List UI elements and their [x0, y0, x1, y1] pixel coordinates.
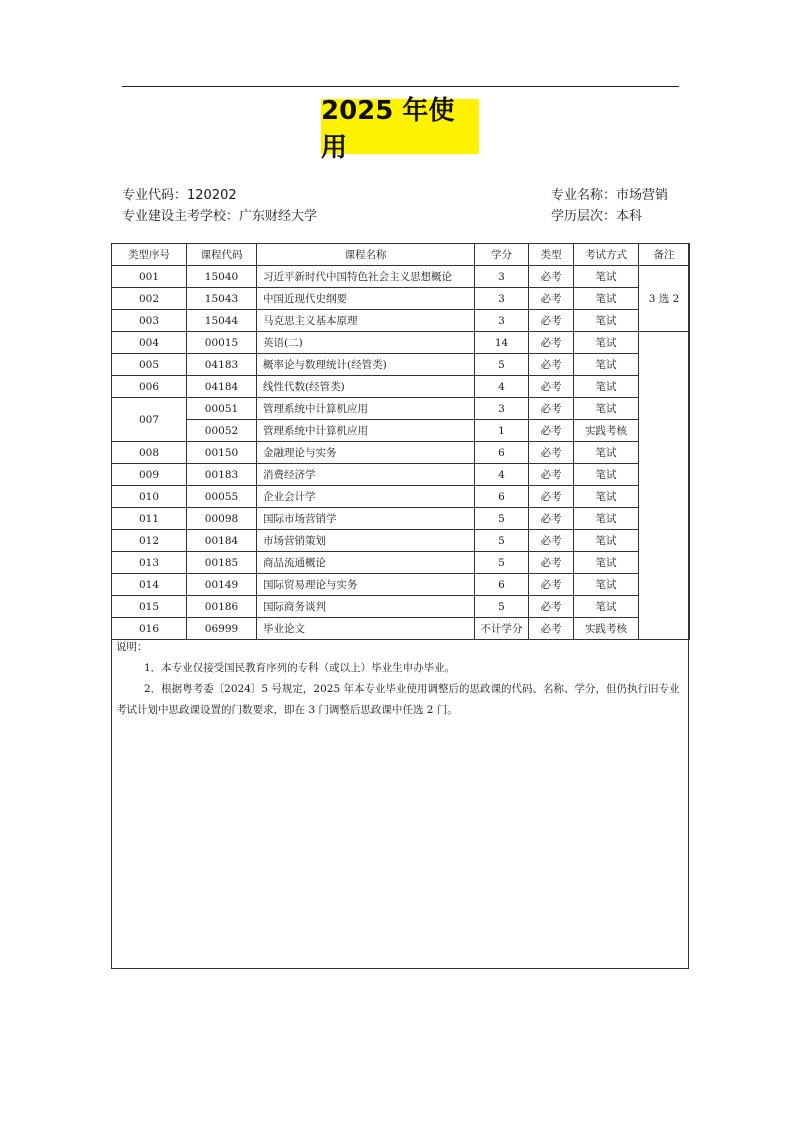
cell-exam: 笔试 [574, 530, 639, 552]
major-code: 专业代码：120202 [122, 188, 237, 203]
cell-exam: 笔试 [574, 486, 639, 508]
cell-type: 必考 [529, 420, 574, 442]
cell-code: 00055 [187, 486, 257, 508]
cell-type: 必考 [529, 552, 574, 574]
top-divider [122, 86, 679, 87]
cell-exam: 笔试 [574, 596, 639, 618]
cell-type: 必考 [529, 596, 574, 618]
cell-exam: 实践考核 [574, 618, 639, 640]
cell-seq: 015 [112, 596, 187, 618]
table-row [112, 310, 690, 332]
cell-exam: 笔试 [574, 266, 639, 288]
cell-code: 00184 [187, 530, 257, 552]
table-row [112, 420, 690, 442]
cell-code: 15043 [187, 288, 257, 310]
table-row [112, 530, 690, 552]
cell-type: 必考 [529, 574, 574, 596]
cell-code: 15040 [187, 266, 257, 288]
notes-heading: 说明： [116, 641, 148, 653]
cell-credit: 3 [475, 266, 529, 288]
cell-credit: 4 [475, 376, 529, 398]
header-exam: 考试方式 [574, 244, 639, 266]
cell-exam: 笔试 [574, 508, 639, 530]
cell-name: 商品流通概论 [257, 552, 475, 574]
cell-code: 00186 [187, 596, 257, 618]
cell-name: 国际贸易理论与实务 [257, 574, 475, 596]
cell-name: 毕业论文 [257, 618, 475, 640]
cell-type: 必考 [529, 332, 574, 354]
cell-remark-group: 3 选 2 [639, 266, 690, 332]
cell-seq: 011 [112, 508, 187, 530]
cell-code: 00185 [187, 552, 257, 574]
cell-seq: 014 [112, 574, 187, 596]
cell-credit: 5 [475, 508, 529, 530]
header-remark: 备注 [639, 244, 690, 266]
cell-code: 15044 [187, 310, 257, 332]
cell-name: 习近平新时代中国特色社会主义思想概论 [257, 266, 475, 288]
header-credit: 学分 [475, 244, 529, 266]
header-name: 课程名称 [257, 244, 475, 266]
cell-type: 必考 [529, 310, 574, 332]
cell-name: 企业会计学 [257, 486, 475, 508]
cell-seq: 007 [112, 398, 187, 442]
cell-type: 必考 [529, 486, 574, 508]
header-code: 课程代码 [187, 244, 257, 266]
table-header-row [112, 244, 690, 266]
cell-exam: 笔试 [574, 332, 639, 354]
cell-name: 线性代数(经管类) [257, 376, 475, 398]
header-seq: 类型序号 [112, 244, 187, 266]
notes-section [116, 637, 682, 721]
table-row [112, 354, 690, 376]
table-row [112, 398, 690, 420]
major-name: 专业名称：市场营销 [551, 188, 669, 203]
cell-credit: 14 [475, 332, 529, 354]
cell-seq: 005 [112, 354, 187, 376]
education-level: 学历层次：本科 [551, 209, 643, 224]
cell-code: 00183 [187, 464, 257, 486]
cell-seq: 001 [112, 266, 187, 288]
cell-exam: 笔试 [574, 398, 639, 420]
cell-name: 金融理论与实务 [257, 442, 475, 464]
cell-seq: 003 [112, 310, 187, 332]
table-row [112, 464, 690, 486]
cell-type: 必考 [529, 288, 574, 310]
cell-name: 概率论与数理统计(经管类) [257, 354, 475, 376]
cell-seq: 004 [112, 332, 187, 354]
cell-credit: 5 [475, 354, 529, 376]
cell-credit: 3 [475, 310, 529, 332]
cell-exam: 笔试 [574, 442, 639, 464]
cell-credit: 1 [475, 420, 529, 442]
cell-type: 必考 [529, 398, 574, 420]
cell-exam: 笔试 [574, 574, 639, 596]
cell-seq: 002 [112, 288, 187, 310]
cell-code: 04183 [187, 354, 257, 376]
cell-type: 必考 [529, 266, 574, 288]
cell-type: 必考 [529, 618, 574, 640]
cell-type: 必考 [529, 442, 574, 464]
cell-name: 国际商务谈判 [257, 596, 475, 618]
table-row [112, 376, 690, 398]
cell-exam: 笔试 [574, 464, 639, 486]
cell-credit: 5 [475, 552, 529, 574]
cell-code: 00052 [187, 420, 257, 442]
cell-seq: 008 [112, 442, 187, 464]
cell-credit: 4 [475, 464, 529, 486]
cell-credit: 6 [475, 442, 529, 464]
cell-seq: 010 [112, 486, 187, 508]
cell-code: 00150 [187, 442, 257, 464]
cell-credit: 3 [475, 398, 529, 420]
cell-name: 消费经济学 [257, 464, 475, 486]
cell-seq: 006 [112, 376, 187, 398]
cell-exam: 笔试 [574, 376, 639, 398]
table-row [112, 508, 690, 530]
cell-name: 中国近现代史纲要 [257, 288, 475, 310]
cell-credit: 6 [475, 574, 529, 596]
cell-exam: 笔试 [574, 288, 639, 310]
cell-code: 00051 [187, 398, 257, 420]
table-row [112, 486, 690, 508]
cell-credit: 5 [475, 596, 529, 618]
cell-seq: 016 [112, 618, 187, 640]
header-type: 类型 [529, 244, 574, 266]
cell-code: 00149 [187, 574, 257, 596]
page-title: 2025 年使用 [321, 99, 479, 154]
cell-credit: 3 [475, 288, 529, 310]
cell-exam: 实践考核 [574, 420, 639, 442]
cell-name: 管理系统中计算机应用 [257, 420, 475, 442]
cell-name: 国际市场营销学 [257, 508, 475, 530]
table-row [112, 288, 690, 310]
cell-code: 06999 [187, 618, 257, 640]
table-row [112, 442, 690, 464]
cell-seq: 009 [112, 464, 187, 486]
cell-exam: 笔试 [574, 310, 639, 332]
cell-code: 00015 [187, 332, 257, 354]
note-item: 2．根据粤考委〔2024〕5 号规定，2025 年本专业毕业使用调整后的思政课的代码、名称、学分，但仍执行旧专业考试计划中思政课设置的门数要求，即在 3 门调整后思政课中任选 2 门。 [116, 683, 680, 716]
table-row [112, 552, 690, 574]
cell-name: 管理系统中计算机应用 [257, 398, 475, 420]
cell-type: 必考 [529, 464, 574, 486]
cell-type: 必考 [529, 376, 574, 398]
host-school: 专业建设主考学校：广东财经大学 [122, 209, 318, 224]
cell-seq: 012 [112, 530, 187, 552]
table-row [112, 596, 690, 618]
cell-exam: 笔试 [574, 354, 639, 376]
cell-credit: 6 [475, 486, 529, 508]
cell-exam: 笔试 [574, 552, 639, 574]
cell-name: 市场营销策划 [257, 530, 475, 552]
cell-name: 马克思主义基本原理 [257, 310, 475, 332]
cell-type: 必考 [529, 354, 574, 376]
cell-name: 英语(二) [257, 332, 475, 354]
table-row [112, 574, 690, 596]
cell-seq: 013 [112, 552, 187, 574]
cell-credit: 5 [475, 530, 529, 552]
course-table [111, 243, 690, 640]
table-row [112, 332, 690, 354]
cell-code: 00098 [187, 508, 257, 530]
cell-type: 必考 [529, 508, 574, 530]
table-row [112, 266, 690, 288]
cell-remark-empty [639, 332, 690, 640]
cell-credit: 不计学分 [475, 618, 529, 640]
cell-code: 04184 [187, 376, 257, 398]
cell-type: 必考 [529, 530, 574, 552]
note-item: 1．本专业仅接受国民教育序列的专科（或以上）毕业生申办毕业。 [144, 662, 456, 674]
